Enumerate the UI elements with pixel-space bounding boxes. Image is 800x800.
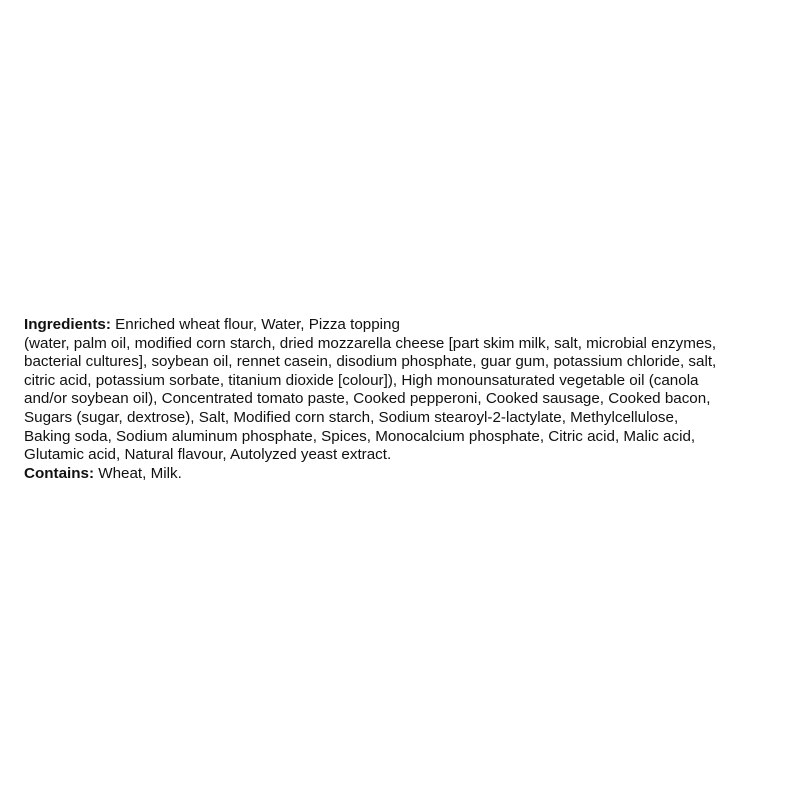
contains-text: Wheat, Milk. bbox=[94, 464, 182, 482]
ingredients-line-3: bacterial cultures], soybean oil, rennet casein, disodium phosphate, guar gum, potassium chloride, salt, bbox=[24, 353, 717, 371]
contains-line bbox=[24, 465, 794, 484]
ingredients-line-2: (water, palm oil, modified corn starch, dried mozzarella cheese [part skim milk, salt, microbial enzymes, bbox=[24, 334, 717, 352]
ingredients-text-1: Enriched wheat flour, Water, Pizza topping bbox=[110, 316, 400, 333]
ingredients-line-1 bbox=[24, 316, 794, 335]
ingredients-line-7: Baking soda, Sodium aluminum phosphate, Spices, Monocalcium phosphate, Citric acid, Malic acid, bbox=[24, 427, 696, 445]
ingredients-line-8: Glutamic acid, Natural flavour, Autolyzed yeast extract. bbox=[24, 446, 392, 464]
ingredient-label bbox=[24, 316, 794, 483]
contains-heading: Contains: bbox=[24, 464, 95, 482]
ingredients-line-4: citric acid, potassium sorbate, titanium dioxide [colour]), High monounsaturated vegetable oil (canola bbox=[24, 371, 699, 389]
ingredients-line-6: Sugars (sugar, dextrose), Salt, Modified corn starch, Sodium stearoyl-2-lactylate, Methylcellulose, bbox=[24, 408, 679, 426]
ingredients-line-5: and/or soybean oil), Concentrated tomato paste, Cooked pepperoni, Cooked sausage, Cooked bacon, bbox=[24, 390, 711, 408]
ingredients-heading: Ingredients: bbox=[24, 316, 111, 333]
